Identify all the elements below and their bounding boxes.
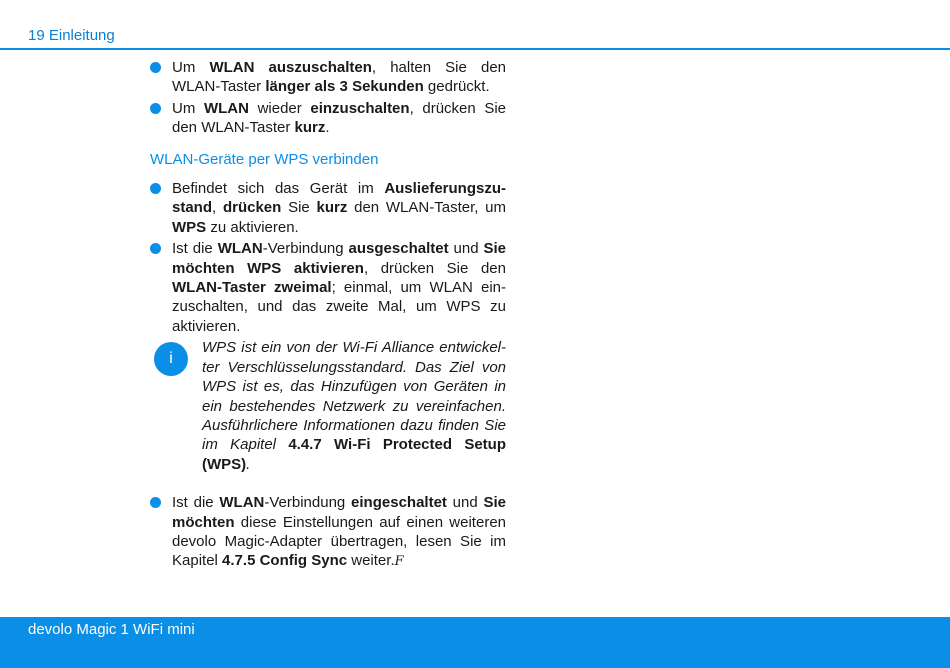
bold-run: WLAN xyxy=(203,99,249,117)
text-run: Ist die xyxy=(172,494,220,512)
text-run: . xyxy=(325,119,330,137)
text-run: -Verbindung xyxy=(264,494,352,512)
text-run: gedrückt. xyxy=(423,78,490,96)
bold-run: WLAN xyxy=(219,494,265,512)
bullet-dot-icon xyxy=(150,497,161,508)
bold-run: einzuschalten xyxy=(310,99,410,117)
bullet-dot-icon xyxy=(150,62,161,73)
chapter-reference: 4.4.7 Wi-Fi Protected Setup (WPS) xyxy=(202,436,506,473)
page-header xyxy=(0,0,950,50)
info-note xyxy=(150,338,506,474)
bold-run: Sie möchten xyxy=(172,494,506,531)
bullet-dot-icon xyxy=(150,183,161,194)
text-run: und xyxy=(446,494,484,512)
text-run: diese Einstellungen auf einen weiteren devolo Magic-Adapter übertragen, lesen Sie im Kapitel xyxy=(172,513,506,570)
bold-run: WLAN xyxy=(217,240,263,258)
product-name: devolo Magic 1 WiFi mini xyxy=(28,621,195,638)
bold-run: kurz xyxy=(294,119,326,137)
text-run: ; einmal, um WLAN ein-zuschalten, und das zweite Mal, um WPS zu aktivieren. xyxy=(172,279,506,335)
info-note-text xyxy=(202,338,506,474)
section-heading: WLAN-Geräte per WPS verbinden xyxy=(150,150,379,168)
list-item xyxy=(150,493,506,572)
text-run: wieder xyxy=(248,99,311,117)
bold-run: eingeschaltet xyxy=(351,494,447,512)
text-run: Um xyxy=(172,59,210,76)
text-run: Ist die xyxy=(172,240,218,258)
bullet-dot-icon xyxy=(150,243,161,254)
text-run: den WLAN-Taster, um xyxy=(347,199,507,217)
text-run: Um xyxy=(172,99,204,117)
bold-run: drücken xyxy=(222,199,282,217)
bold-run: Sie möchten WPS aktivieren xyxy=(172,240,506,277)
text-run: und xyxy=(448,240,484,258)
text-run: WPS ist ein von der Wi-Fi Alliance entwickel-ter Verschlüsselungsstandard. Das Ziel von WPS ist es, das Hinzufügen von Geräten in ein bestehendes Netzwerk zu vereinfachen. Ausführlichere Informationen dazu finden Sie im Kapitel xyxy=(202,339,506,454)
text-run: , halten Sie den WLAN-Taster xyxy=(172,59,506,96)
list-item xyxy=(150,179,506,237)
bullet-dot-icon xyxy=(150,103,161,114)
page-content xyxy=(150,58,506,574)
end-of-section-mark: F xyxy=(394,554,404,570)
header-rule xyxy=(0,48,950,50)
list-item xyxy=(150,58,506,97)
text-run: Sie xyxy=(281,199,317,217)
text-run: Befindet sich das Gerät im xyxy=(172,180,385,198)
page-number-chapter: 19 Einleitung xyxy=(28,27,115,44)
bold-run: WLAN auszuschalten xyxy=(209,59,372,76)
bold-run: länger als 3 Sekunden xyxy=(265,78,424,96)
text-run: -Verbindung xyxy=(262,240,349,258)
text-run: . xyxy=(246,455,251,473)
text-run: weiter. xyxy=(347,552,395,570)
text-run: , xyxy=(212,199,223,217)
bold-run: Auslieferungszu-stand xyxy=(172,180,506,217)
bold-run: kurz xyxy=(316,199,348,217)
chapter-reference: 4.7.5 Config Sync xyxy=(222,552,348,570)
bold-run: WLAN-Taster zweimal xyxy=(172,279,332,297)
text-run: zu aktivieren. xyxy=(206,218,299,236)
bold-run: ausgeschaltet xyxy=(348,240,449,258)
list-item xyxy=(150,239,506,336)
text-run: , drücken Sie den xyxy=(363,259,506,277)
list-item xyxy=(150,99,506,138)
text-run: , drücken Sie den WLAN-Taster xyxy=(172,99,507,137)
bold-run: WPS xyxy=(172,218,207,236)
info-icon: i xyxy=(154,342,188,376)
page-footer xyxy=(0,617,950,668)
